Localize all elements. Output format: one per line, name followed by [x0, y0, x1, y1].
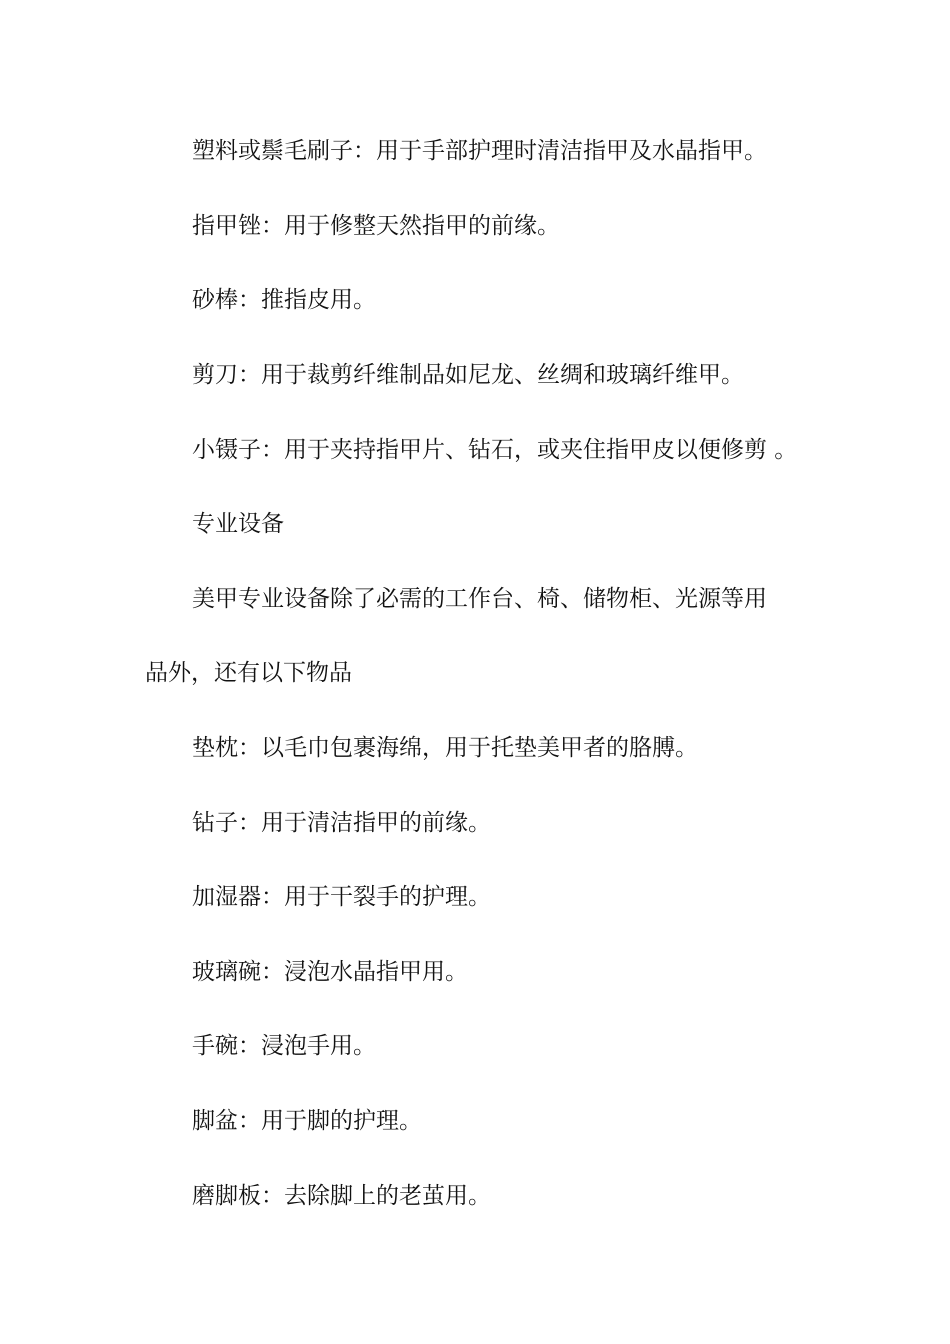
- paragraph-foot-basin: 脚盆：用于脚的护理。: [192, 1108, 422, 1134]
- paragraph-tweezers: 小镊子：用于夹持指甲片、钻石，或夹住指甲皮以便修剪 。: [192, 437, 798, 463]
- paragraph-hand-bowl: 手碗：浸泡手用。: [192, 1033, 376, 1059]
- paragraph-humidifier: 加湿器：用于干裂手的护理。: [192, 884, 491, 910]
- paragraph-equipment-intro: 美甲专业设备除了必需的工作台、椅、储物柜、光源等用: [192, 586, 767, 612]
- paragraph-drill: 钻子：用于清洁指甲的前缘。: [192, 810, 491, 836]
- paragraph-scissors: 剪刀：用于裁剪纤维制品如尼龙、丝绸和玻璃纤维甲。: [192, 362, 744, 388]
- paragraph-foot-file: 磨脚板：去除脚上的老茧用。: [192, 1183, 491, 1209]
- section-heading-equipment: 专业设备: [192, 511, 284, 537]
- paragraph-brush: 塑料或鬃毛刷子：用于手部护理时清洁指甲及水晶指甲。: [192, 138, 767, 164]
- paragraph-glass-bowl: 玻璃碗：浸泡水晶指甲用。: [192, 959, 468, 985]
- paragraph-equipment-intro-cont: 品外，还有以下物品: [145, 660, 352, 686]
- paragraph-sand-stick: 砂棒：推指皮用。: [192, 287, 376, 313]
- paragraph-nail-file: 指甲锉：用于修整天然指甲的前缘。: [192, 213, 560, 239]
- paragraph-cushion: 垫枕：以毛巾包裹海绵，用于托垫美甲者的胳膊。: [192, 735, 698, 761]
